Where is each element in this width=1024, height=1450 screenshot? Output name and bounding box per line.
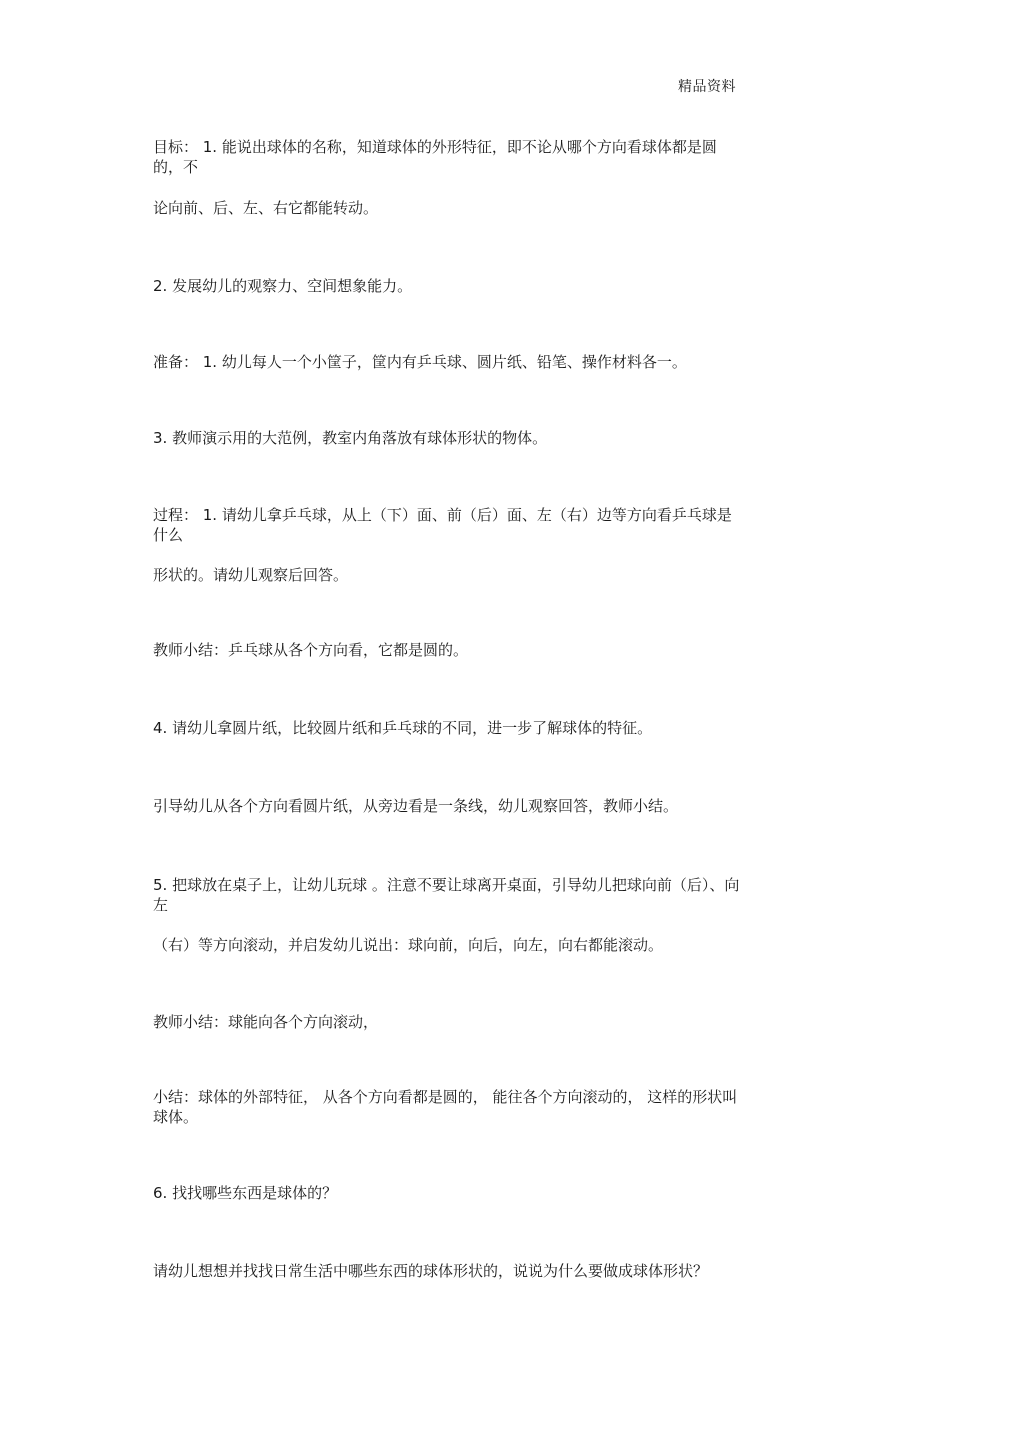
paragraph-guide: 引导幼儿从各个方向看圆片纸，从旁边看是一条线，幼儿观察回答，教师小结。 xyxy=(153,797,679,815)
paragraph-step-5-cont: （右）等方向滚动，并启发幼儿说出：球向前，向后，向左，向右都能滚动。 xyxy=(153,936,664,954)
paragraph-teacher-summary-1: 教师小结：乒乓球从各个方向看，它都是圆的。 xyxy=(153,641,469,659)
paragraph-step-4: 4. 请幼儿拿圆片纸，比较圆片纸和乒乓球的不同，进一步了解球体的特征。 xyxy=(153,719,653,737)
paragraph-process-1: 过程： 1. 请幼儿拿乒乓球，从上（下）面、前（后）面、左（右）边等方向看乒乓球是什么 xyxy=(153,506,732,544)
paragraph-summary: 小结：球体的外部特征， 从各个方向看都是圆的， 能往各个方向滚动的， 这样的形状叫球体。 xyxy=(153,1088,738,1126)
paragraph-find-objects: 请幼儿想想并找找日常生活中哪些东西的球体形状的，说说为什么要做成球体形状？ xyxy=(153,1262,709,1280)
paragraph-prep-3: 3. 教师演示用的大范例，教室内角落放有球体形状的物体。 xyxy=(153,429,548,447)
paragraph-prep-1: 准备： 1. 幼儿每人一个小筐子，筐内有乒乓球、圆片纸、铅笔、操作材料各一。 xyxy=(153,353,687,371)
paragraph-process-1-cont: 形状的。请幼儿观察后回答。 xyxy=(153,566,349,584)
paragraph-goal-1: 目标： 1. 能说出球体的名称，知道球体的外形特征，即不论从哪个方向看球体都是圆的，不 xyxy=(153,138,717,176)
paragraph-teacher-summary-2: 教师小结：球能向各个方向滚动， xyxy=(153,1013,379,1031)
header-label: 精品资料 xyxy=(678,79,736,95)
paragraph-step-5: 5. 把球放在桌子上，让幼儿玩球 。注意不要让球离开桌面，引导幼儿把球向前（后）、向左 xyxy=(153,876,740,914)
paragraph-step-6: 6. 找找哪些东西是球体的？ xyxy=(153,1184,338,1202)
paragraph-goal-2: 2. 发展幼儿的观察力、空间想象能力。 xyxy=(153,277,413,295)
paragraph-goal-1-cont: 论向前、后、左、右它都能转动。 xyxy=(153,199,379,217)
